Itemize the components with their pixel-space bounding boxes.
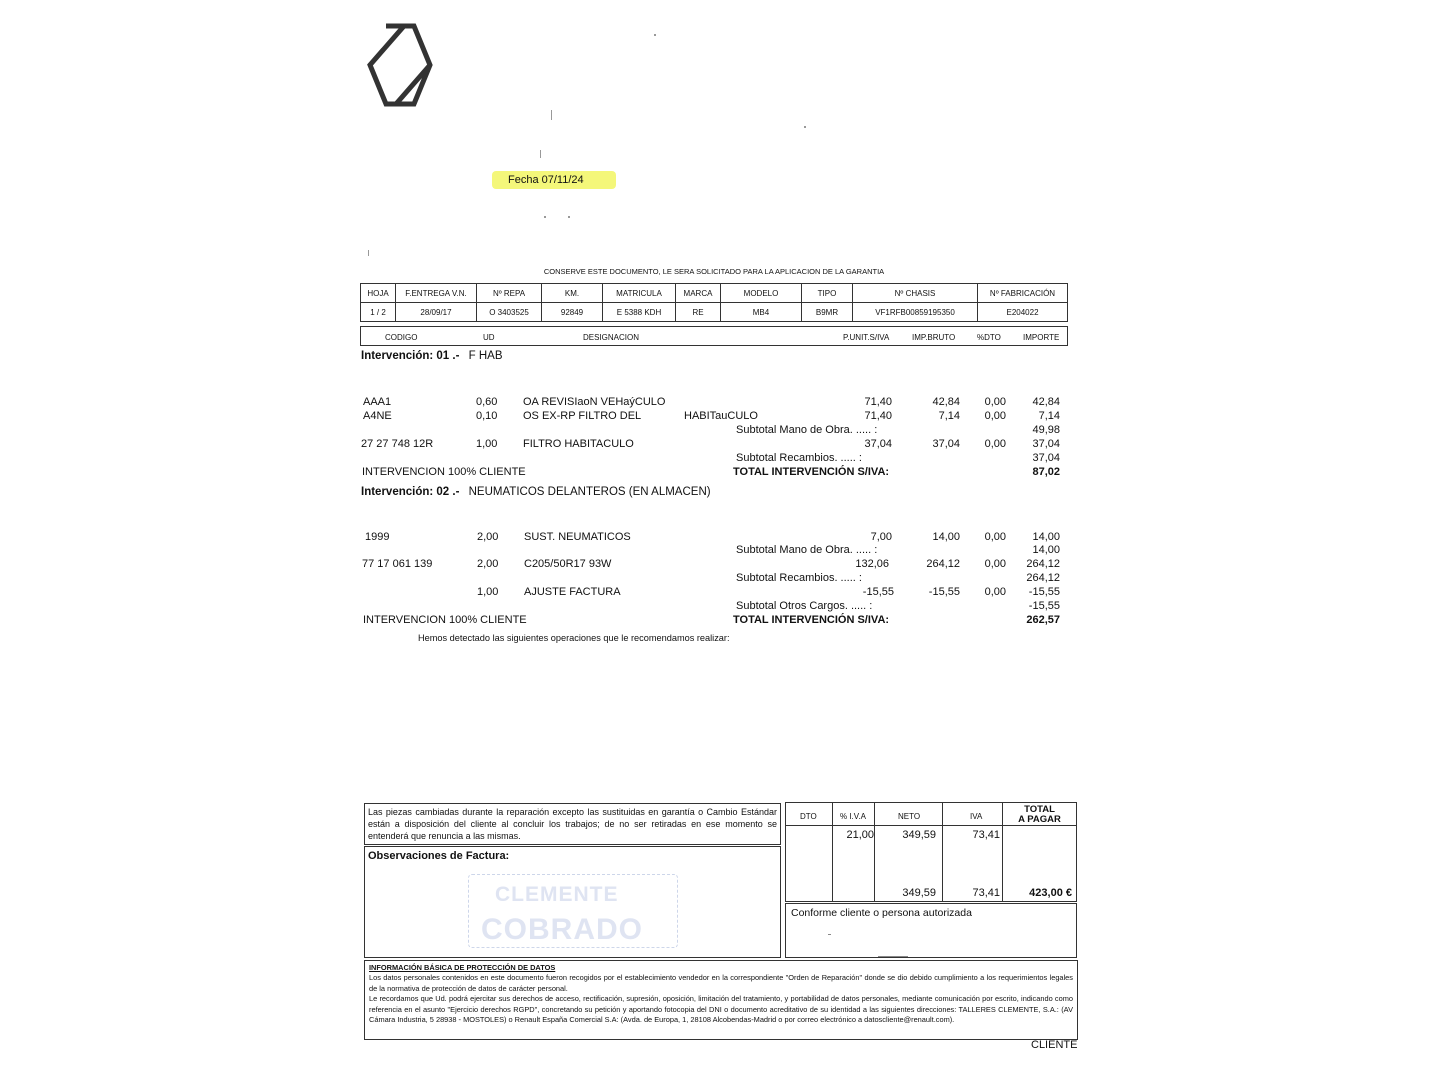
line-dto: 0,00	[984, 410, 1006, 422]
totals-neto-sum: 349,59	[902, 887, 936, 899]
line-ud: 0,60	[476, 396, 498, 408]
scan-speck	[544, 216, 546, 218]
subtotal-label: Subtotal Mano de Obra. ..... :	[736, 424, 878, 436]
header-label: HOJA	[361, 284, 396, 303]
subtotal-value: 49,98	[1032, 424, 1060, 436]
header-values-row	[361, 303, 1068, 322]
line-dto: 0,00	[984, 558, 1006, 570]
total-label-line2: A PAGAR	[1018, 814, 1061, 825]
intervention-label: Intervención: 01 .-	[361, 350, 460, 362]
intervention-desc: NEUMATICOS DELANTEROS (EN ALMACEN)	[468, 486, 711, 498]
header-label: MARCA	[676, 284, 721, 303]
copy-type-label: CLIENTE	[1031, 1039, 1078, 1051]
header-label: Nº REPA	[477, 284, 542, 303]
line-codigo: 77 17 061 139	[362, 558, 433, 570]
intervention-total-label: TOTAL INTERVENCIÓN S/IVA:	[733, 614, 890, 626]
scan-speck	[804, 126, 806, 128]
line-bruto: 7,14	[938, 410, 960, 422]
scan-speck	[540, 150, 541, 158]
subtotal-label: Subtotal Otros Cargos. ..... :	[736, 600, 873, 612]
totals-iva-label: IVA	[970, 812, 983, 821]
intervention-total-value: 262,57	[1026, 614, 1060, 626]
scan-speck	[828, 934, 831, 935]
line-dto: 0,00	[984, 531, 1006, 543]
scan-speck	[368, 250, 369, 256]
totals-neto-label: NETO	[898, 812, 921, 821]
conforme-label: Conforme cliente o persona autorizada	[791, 907, 972, 919]
line-punit: 71,40	[864, 410, 892, 422]
header-value: MB4	[721, 303, 802, 322]
subtotal-value: -15,55	[1028, 600, 1060, 612]
line-dto: 0,00	[984, 586, 1006, 598]
header-value: RE	[676, 303, 721, 322]
header-value: E204022	[978, 303, 1068, 322]
header-value: 92849	[542, 303, 603, 322]
stamp-line2: COBRADO	[481, 913, 643, 946]
line-ud: 0,10	[476, 410, 498, 422]
line-bruto: 42,84	[932, 396, 960, 408]
line-punit: -15,55	[862, 586, 894, 598]
totals-neto-value: 349,59	[902, 829, 936, 841]
totals-iva-pct-value: 21,00	[846, 829, 874, 841]
parts-notice: Las piezas cambiadas durante la reparación excepto las sustituidas en garantía o Cambio Estándar están a disposición del cliente al concluir los trabajos; de no ser retiradas en ese momento se entenderá que renuncia a las mismas.	[368, 807, 777, 841]
line-punit: 71,40	[864, 396, 892, 408]
line-items-column-header	[360, 326, 1068, 346]
header-label: Nº FABRICACIÓN	[978, 284, 1068, 303]
total-a-pagar: 423,00 €	[1029, 887, 1072, 899]
totals-dto-label: DTO	[800, 812, 817, 821]
intervention-client-share: INTERVENCION 100% CLIENTE	[363, 614, 527, 626]
line-designacion: AJUSTE FACTURA	[524, 586, 621, 598]
subtotal-value: 37,04	[1032, 452, 1060, 464]
data-protection-p1: Los datos personales contenidos en este documento fueron recogidos por el establecimiento vendedor en la correspondiente "Orden de Reparación" donde se dio debido cumplimiento a los requerimientos legales de la normativa de protección de datos de carácter personal.	[369, 973, 1073, 993]
line-codigo: A4NE	[363, 410, 392, 422]
header-label: MODELO	[721, 284, 802, 303]
observaciones-label: Observaciones de Factura:	[368, 850, 510, 862]
intervention-1-title	[361, 350, 503, 362]
line-codigo: 27 27 748 12R	[361, 438, 434, 450]
line-designacion: FILTRO HABITACULO	[523, 438, 634, 450]
subtotal-label: Subtotal Recambios. ..... :	[736, 452, 862, 464]
col-importe: IMPORTE	[1023, 333, 1060, 342]
line-importe: 14,00	[1032, 531, 1060, 543]
header-label: KM.	[542, 284, 603, 303]
line-designacion: OA REVISIaoN VEHaýCULO	[523, 396, 666, 408]
stamp-line1: CLEMENTE	[495, 883, 619, 906]
subtotal-value: 264,12	[1026, 572, 1060, 584]
line-designacion: SUST. NEUMATICOS	[524, 531, 631, 543]
line-codigo: AAA1	[363, 396, 392, 408]
intervention-client-share: INTERVENCION 100% CLIENTE	[362, 466, 526, 478]
line-importe: 264,12	[1026, 558, 1060, 570]
header-label: TIPO	[802, 284, 853, 303]
scan-speck	[654, 34, 656, 36]
signature-box	[785, 903, 1077, 958]
cobrado-stamp	[468, 874, 678, 948]
totals-iva-value: 73,41	[972, 829, 1000, 841]
line-importe: 37,04	[1032, 438, 1060, 450]
scan-speck	[878, 956, 908, 957]
line-designacion: C205/50R17 93W	[524, 558, 612, 570]
line-bruto: 37,04	[932, 438, 960, 450]
line-bruto: -15,55	[928, 586, 960, 598]
scan-speck	[551, 110, 552, 120]
line-importe: 7,14	[1038, 410, 1060, 422]
line-bruto: 264,12	[926, 558, 960, 570]
intervention-total-value: 87,02	[1032, 466, 1060, 478]
invoice-date: Fecha 07/11/24	[492, 171, 616, 189]
line-ud: 1,00	[477, 586, 499, 598]
header-value: 1 / 2	[361, 303, 396, 322]
line-designacion-cont: HABITauCULO	[684, 410, 758, 422]
header-label: Nº CHASIS	[853, 284, 978, 303]
totals-total-label	[1003, 805, 1076, 825]
line-ud: 2,00	[477, 558, 499, 570]
line-ud: 2,00	[477, 531, 499, 543]
vehicle-header-table	[360, 283, 1068, 322]
line-importe: 42,84	[1032, 396, 1060, 408]
line-dto: 0,00	[984, 438, 1006, 450]
data-protection-p2: Le recordamos que Ud. podrá ejercitar sus derechos de acceso, rectificación, supresión, oposición, limitación del tratamiento, y portabilidad de datos personales, mediante comunicación por escrito, indicando como referencia en el asunto "Ejercicio derechos RGPD", concretando su petición y aportando fotocopia del DNI o documento acreditativo de su identidad a las siguientes direcciones: TALLERES CLEMENTE, S.A.: (AV Cámara Industria, 5 28938 - MOSTOLES) o Renault España Comercial S.A: (Avda. de Europa, 1, 28108 Alcobendas-Madrid o por correo electrónico a datoscliente@renault.com).	[369, 994, 1073, 1025]
totals-box	[785, 802, 1077, 902]
line-punit: 37,04	[864, 438, 892, 450]
header-value: VF1RFB00859195350	[853, 303, 978, 322]
line-ud: 1,00	[476, 438, 498, 450]
line-bruto: 14,00	[932, 531, 960, 543]
renault-logo	[366, 22, 434, 108]
line-dto: 0,00	[984, 396, 1006, 408]
subtotal-label: Subtotal Recambios. ..... :	[736, 572, 862, 584]
line-codigo: 1999	[365, 531, 390, 543]
col-ud: UD	[483, 333, 495, 342]
totals-iva-sum: 73,41	[972, 887, 1000, 899]
totals-iva-pct-label: % I.V.A	[840, 812, 866, 821]
recommendations-text: Hemos detectado las siguientes operaciones que le recomendamos realizar:	[418, 633, 730, 643]
line-designacion: OS EX-RP FILTRO DEL	[523, 410, 642, 422]
line-importe: -15,55	[1028, 586, 1060, 598]
col-designacion: DESIGNACION	[583, 333, 640, 342]
header-label: F.ENTREGA V.N.	[396, 284, 477, 303]
header-labels-row	[361, 284, 1068, 303]
parts-notice-box	[364, 803, 781, 845]
intervention-total-label: TOTAL INTERVENCIÓN S/IVA:	[733, 466, 890, 478]
col-punit: P.UNIT.S/IVA	[843, 333, 890, 342]
subtotal-label: Subtotal Mano de Obra. ..... :	[736, 544, 878, 556]
line-punit: 7,00	[870, 531, 892, 543]
total-label-line1: TOTAL	[1024, 804, 1055, 815]
header-value: O 3403525	[477, 303, 542, 322]
intervention-desc: F HAB	[468, 350, 503, 362]
data-protection-box	[364, 960, 1078, 1040]
col-imp-bruto: IMP.BRUTO	[912, 333, 956, 342]
header-value: 28/09/17	[396, 303, 477, 322]
header-value: E 5388 KDH	[603, 303, 676, 322]
subtotal-value: 14,00	[1032, 544, 1060, 556]
warranty-notice: CONSERVE ESTE DOCUMENTO, LE SERA SOLICITADO PARA LA APLICACION DE LA GARANTIA	[543, 267, 885, 276]
intervention-2-title	[361, 486, 711, 498]
intervention-label: Intervención: 02 .-	[361, 486, 460, 498]
line-punit: 132,06	[855, 558, 889, 570]
scan-speck	[568, 216, 570, 218]
data-protection-title: INFORMACIÓN BÁSICA DE PROTECCIÓN DE DATOS	[369, 963, 556, 972]
header-value: B9MR	[802, 303, 853, 322]
col-dto: %DTO	[977, 333, 1001, 342]
col-codigo: CODIGO	[385, 333, 418, 342]
header-label: MATRICULA	[603, 284, 676, 303]
